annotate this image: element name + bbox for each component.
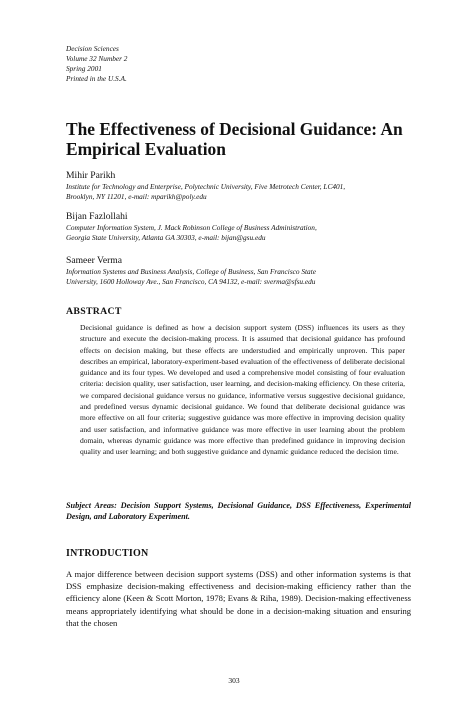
affiliation-line: Computer Information System, J. Mack Robinson College of Business Administration, xyxy=(66,223,317,232)
author-affiliation xyxy=(66,182,411,203)
masthead-season: Spring 2001 xyxy=(66,64,102,73)
author-name: Sameer Verma xyxy=(66,255,123,266)
author-affiliation xyxy=(66,267,411,288)
abstract-heading: ABSTRACT xyxy=(66,306,122,317)
introduction-heading: INTRODUCTION xyxy=(66,548,149,559)
author-3 xyxy=(66,255,411,288)
masthead-printed: Printed in the U.S.A. xyxy=(66,74,127,83)
affiliation-line: Georgia State University, Atlanta GA 30303, e-mail: bijan@gsu.edu xyxy=(66,233,266,243)
author-2 xyxy=(66,211,411,244)
author-1 xyxy=(66,170,411,203)
page-number: 303 xyxy=(228,676,240,685)
author-name: Bijan Fazlollahi xyxy=(66,211,128,222)
journal-masthead xyxy=(66,44,127,84)
affiliation-line: University, 1600 Holloway Ave., San Francisco, CA 94132, e-mail: sverma@sfsu.edu xyxy=(66,277,316,287)
affiliation-line: Brooklyn, NY 11201, e-mail: mparikh@poly.edu xyxy=(66,192,207,202)
author-name: Mihir Parikh xyxy=(66,170,116,181)
affiliation-line: Information Systems and Business Analysis, College of Business, San Francisco State xyxy=(66,267,316,276)
affiliation-line: Institute for Technology and Enterprise, Polytechnic University, Five Metrotech Center, LC401, xyxy=(66,182,346,191)
author-affiliation xyxy=(66,223,411,244)
subject-areas-text: Subject Areas: Decision Support Systems, Decisional Guidance, DSS Effectiveness, Experimental Design, and Laboratory Experiment. xyxy=(66,501,411,521)
paper-title: The Effectiveness of Decisional Guidance: An Empirical Evaluation xyxy=(66,119,403,159)
masthead-volume: Volume 32 Number 2 xyxy=(66,54,128,63)
abstract-body: Decisional guidance is defined as how a decision support system (DSS) influences its users as they structure and execute the decision-making process. It is assumed that decisional guidance has profound effects on decision making, but these effects are understudied and empirically unproven. This paper describes an empirical, laboratory-experiment-based evaluation of the effectiveness of deliberate decisional guidance and its four types. We developed and used a comprehensive model consisting of four evaluation criteria: decision quality, user satisfaction, user learning, and decision-making efficiency. On these criteria, we compared decisional guidance versus no guidance, informative versus suggestive decisional guidance, and predefined versus dynamic decisional guidance. We found that deliberate decisional guidance was more effective on all four criteria; suggestive guidance was more effective in improving decision quality and user satisfaction, and informative guidance was more effective in user learning about the problem domain, whereas dynamic guidance was more effective than predefined guidance in improving decision quality and user learning; and both suggestive guidance and dynamic guidance reduced the decision time. xyxy=(80,323,405,457)
introduction-body: A major difference between decision support systems (DSS) and other information systems is that DSS emphasize decision-making effectiveness and decision-making efficiency rather than the efficiency alone (Keen & Scott Morton, 1978; Evans & Riha, 1989). Decision-making effectiveness means appropriately identifying what should be done in a decision-making situation and ensuring that the chosen xyxy=(66,569,411,628)
masthead-journal: Decision Sciences xyxy=(66,44,119,53)
subject-areas xyxy=(66,500,411,522)
